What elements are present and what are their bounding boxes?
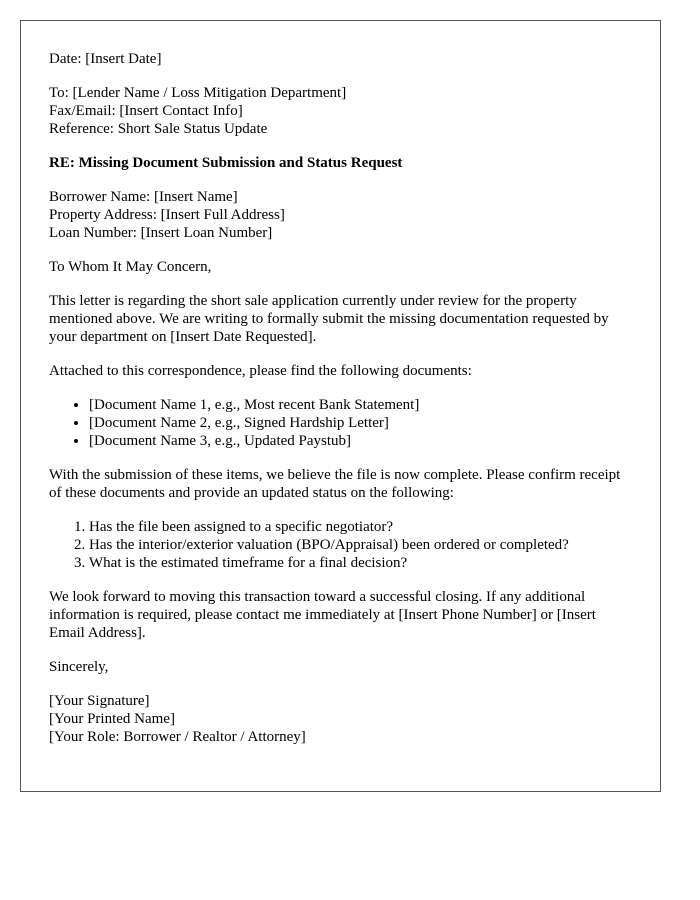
role: [Your Role: Borrower / Realtor / Attorney] — [49, 729, 306, 745]
document-item: • [Document Name 3, e.g., Updated Paystub] — [89, 432, 632, 450]
document-list — [49, 396, 632, 450]
recipient-block — [49, 84, 632, 138]
question-item: 3. What is the estimated timeframe for a final decision? — [89, 554, 632, 572]
loan-number: Loan Number: [Insert Loan Number] — [49, 225, 273, 241]
question-list — [49, 518, 632, 572]
date-line: Date: [Insert Date] — [49, 51, 162, 67]
confirm-paragraph: With the submission of these items, we believe the file is now complete. Please confirm receipt of these documents and provide an updated status on the following: — [49, 467, 621, 501]
document-item: • [Document Name 1, e.g., Most recent Bank Statement] — [89, 396, 632, 414]
recipient-to: To: [Lender Name / Loss Mitigation Department] — [49, 85, 347, 101]
question-item: 1. Has the file been assigned to a specific negotiator? — [89, 518, 632, 536]
document-item: • [Document Name 2, e.g., Signed Hardship Letter] — [89, 414, 632, 432]
printed-name: [Your Printed Name] — [49, 711, 175, 727]
sign-off: Sincerely, — [49, 659, 109, 675]
signature: [Your Signature] — [49, 693, 150, 709]
reference-line: Reference: Short Sale Status Update — [49, 121, 268, 137]
closing-paragraph: We look forward to moving this transaction toward a successful closing. If any additional information is required, please contact me immediately at [Insert Phone Number] or [Insert Email Address]. — [49, 589, 596, 641]
borrower-name: Borrower Name: [Insert Name] — [49, 189, 238, 205]
borrower-block — [49, 188, 632, 242]
intro-paragraph: This letter is regarding the short sale application currently under review for the property mentioned above. We are writing to formally submit the missing documentation requested by your department on [Insert Date Requested]. — [49, 293, 609, 345]
recipient-fax-email: Fax/Email: [Insert Contact Info] — [49, 103, 243, 119]
attached-intro: Attached to this correspondence, please find the following documents: — [49, 363, 472, 379]
subject-line: RE: Missing Document Submission and Status Request — [49, 155, 403, 171]
signature-block — [49, 692, 632, 746]
letter — [20, 20, 661, 792]
salutation: To Whom It May Concern, — [49, 259, 212, 275]
property-address: Property Address: [Insert Full Address] — [49, 207, 285, 223]
question-item: 2. Has the interior/exterior valuation (BPO/Appraisal) been ordered or completed? — [89, 536, 632, 554]
